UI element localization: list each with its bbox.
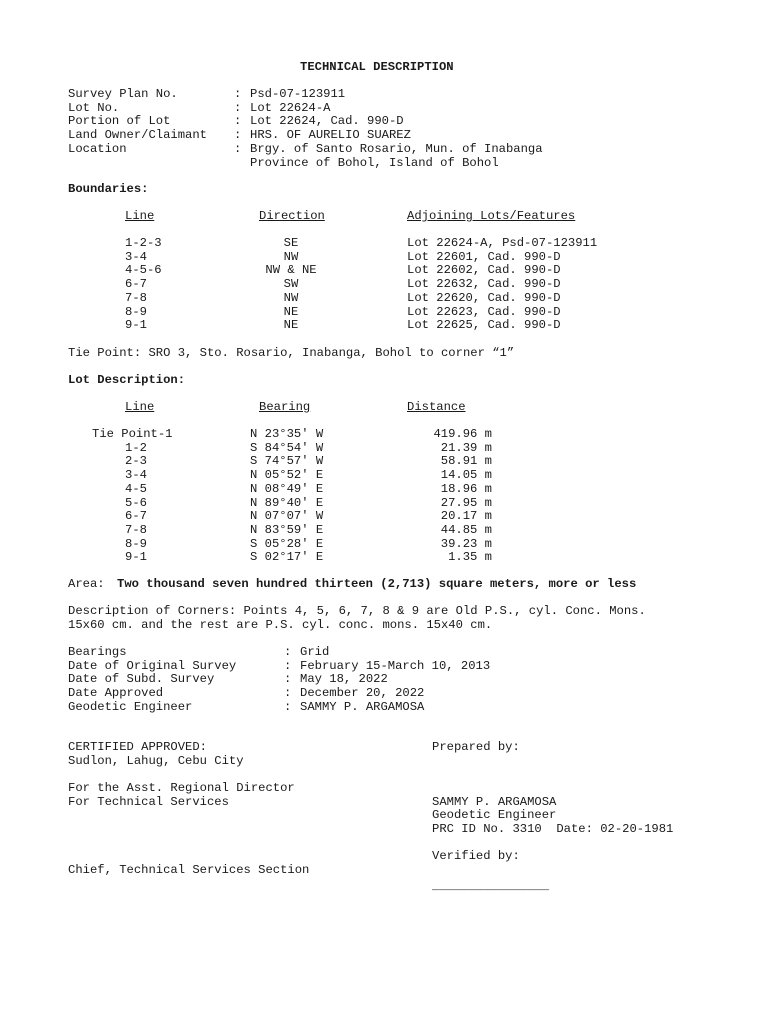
cell-line: 5-6 — [125, 495, 147, 510]
field-date-subd-survey — [0, 673, 768, 687]
cell-distance: 58.91 m — [440, 454, 492, 469]
corners-description-line2: 15x60 cm. and the rest are P.S. cyl. conc. mons. 15x40 cm. — [68, 617, 493, 632]
boundaries-header-row — [0, 210, 768, 224]
table-row — [0, 306, 768, 320]
field-label: Date of Original Survey — [68, 658, 237, 673]
field-colon: : — [234, 128, 242, 143]
cell-line: 7-8 — [125, 522, 147, 537]
field-colon: : — [234, 114, 242, 129]
cell-line: 4-5-6 — [125, 263, 162, 278]
verified-by-label: Verified by: — [432, 849, 520, 864]
field-label: Bearings — [68, 645, 127, 659]
cell-bearing: N 05°52' E — [250, 468, 324, 483]
lot-description-header-row — [0, 401, 768, 415]
cell-bearing: N 23°35' W — [250, 427, 324, 441]
cell-bearing: S 84°54' W — [250, 440, 324, 455]
field-colon: : — [234, 100, 242, 115]
field-colon: : — [284, 699, 292, 714]
field-label: Lot No. — [68, 100, 120, 115]
cell-line: 3-4 — [125, 249, 147, 264]
cell-line: 1-2-3 — [125, 236, 162, 250]
table-row — [0, 442, 768, 456]
table-row — [0, 497, 768, 511]
field-value: Province of Bohol, Island of Bohol — [250, 155, 499, 170]
field-portion-of-lot — [0, 115, 768, 129]
cell-bearing: S 02°17' E — [250, 550, 324, 565]
field-label: Date Approved — [68, 686, 164, 701]
prepared-prc: PRC ID No. 3310 Date: 02-20-1981 — [432, 822, 674, 837]
field-date-original-survey — [0, 660, 768, 674]
cell-direction: NE — [283, 304, 299, 319]
cell-line: 9-1 — [125, 318, 147, 333]
cell-line: Tie Point-1 — [92, 427, 173, 441]
table-row — [0, 278, 768, 292]
cell-direction: NW & NE — [265, 263, 317, 278]
col-header-distance: Distance — [407, 400, 466, 414]
field-value: Lot 22624, Cad. 990-D — [250, 114, 404, 129]
table-row — [0, 428, 768, 442]
field-value: Brgy. of Santo Rosario, Mun. of Inabanga — [250, 141, 543, 156]
col-header-direction: Direction — [259, 209, 325, 223]
cell-line: 2-3 — [125, 454, 147, 469]
cell-direction: NW — [283, 249, 299, 264]
table-row — [0, 264, 768, 278]
cell-line: 9-1 — [125, 550, 147, 565]
col-header-line: Line — [125, 400, 155, 414]
cell-direction: NW — [283, 290, 299, 305]
table-row — [0, 483, 768, 497]
field-colon: : — [284, 645, 292, 659]
field-colon: : — [234, 87, 242, 101]
cell-distance: 14.05 m — [440, 468, 492, 483]
table-row — [0, 551, 768, 565]
field-location — [0, 143, 768, 157]
cell-adjoining: Lot 22623, Cad. 990-D — [407, 304, 561, 319]
field-colon: : — [284, 686, 292, 701]
field-lot-no — [0, 102, 768, 116]
col-header-bearing: Bearing — [259, 400, 311, 414]
cell-adjoining: Lot 22625, Cad. 990-D — [407, 318, 561, 333]
cell-bearing: N 83°59' E — [250, 522, 324, 537]
cell-bearing: S 05°28' E — [250, 536, 324, 551]
cell-adjoining: Lot 22624-A, Psd-07-123911 — [407, 236, 598, 250]
document-title: TECHNICAL DESCRIPTION — [300, 60, 454, 74]
field-land-owner — [0, 129, 768, 143]
field-value: HRS. OF AURELIO SUAREZ — [250, 128, 411, 143]
area-text: Two thousand seven hundred thirteen (2,713) square meters, more or less — [117, 577, 637, 591]
col-header-line: Line — [125, 209, 155, 223]
cell-line: 6-7 — [125, 277, 147, 292]
cell-adjoining: Lot 22601, Cad. 990-D — [407, 249, 561, 264]
cell-line: 8-9 — [125, 304, 147, 319]
cell-line: 6-7 — [125, 509, 147, 524]
cell-distance: 1.35 m — [448, 550, 492, 565]
col-header-adjoining: Adjoining Lots/Features — [407, 209, 576, 223]
cell-adjoining: Lot 22632, Cad. 990-D — [407, 277, 561, 292]
cell-direction: NE — [283, 318, 299, 333]
table-row — [0, 237, 768, 251]
boundaries-heading: Boundaries: — [68, 182, 149, 196]
field-value: May 18, 2022 — [300, 672, 388, 687]
field-bearings — [0, 646, 768, 660]
cell-distance: 419.96 m — [433, 427, 492, 441]
tie-point-text: Tie Point: SRO 3, Sto. Rosario, Inabanga, Bohol to corner “1” — [68, 346, 515, 360]
cell-bearing: S 74°57' W — [250, 454, 324, 469]
table-row — [0, 538, 768, 552]
cell-distance: 44.85 m — [440, 522, 492, 537]
cell-direction: SW — [283, 277, 299, 292]
field-value: Psd-07-123911 — [250, 87, 346, 101]
prepared-name: SAMMY P. ARGAMOSA — [432, 794, 557, 809]
field-value: February 15-March 10, 2013 — [300, 658, 491, 673]
certified-for-line2: For Technical Services — [68, 794, 229, 809]
cell-line: 7-8 — [125, 290, 147, 305]
field-colon: : — [284, 658, 292, 673]
field-value: Grid — [300, 645, 330, 659]
cell-distance: 21.39 m — [440, 440, 492, 455]
table-row — [0, 251, 768, 265]
area-label: Area: — [68, 577, 105, 591]
cell-line: 8-9 — [125, 536, 147, 551]
cell-adjoining: Lot 22620, Cad. 990-D — [407, 290, 561, 305]
cell-bearing: N 08°49' E — [250, 481, 324, 496]
field-survey-plan — [0, 88, 768, 102]
table-row — [0, 510, 768, 524]
table-row — [0, 469, 768, 483]
field-label: Land Owner/Claimant — [68, 128, 207, 143]
cell-distance: 20.17 m — [440, 509, 492, 524]
cell-distance: 18.96 m — [440, 481, 492, 496]
field-label: Geodetic Engineer — [68, 699, 193, 714]
cell-direction: SE — [283, 236, 299, 250]
cell-distance: 27.95 m — [440, 495, 492, 510]
corners-description-line1: Description of Corners: Points 4, 5, 6, 7, 8 & 9 are Old P.S., cyl. Conc. Mons. — [68, 604, 646, 618]
table-row — [0, 524, 768, 538]
field-colon: : — [234, 141, 242, 156]
table-row — [0, 319, 768, 333]
lot-description-heading: Lot Description: — [68, 373, 186, 387]
cell-line: 1-2 — [125, 440, 147, 455]
field-value: Lot 22624-A — [250, 100, 331, 115]
certified-approved-label: CERTIFIED APPROVED: — [68, 740, 207, 754]
prepared-by-label: Prepared by: — [432, 740, 520, 754]
certified-for-line1: For the Asst. Regional Director — [68, 781, 295, 795]
field-label: Survey Plan No. — [68, 87, 178, 101]
prepared-title: Geodetic Engineer — [432, 808, 557, 823]
field-label: Date of Subd. Survey — [68, 672, 215, 687]
cell-adjoining: Lot 22602, Cad. 990-D — [407, 263, 561, 278]
field-value: December 20, 2022 — [300, 686, 425, 701]
cell-distance: 39.23 m — [440, 536, 492, 551]
table-row — [0, 292, 768, 306]
table-row — [0, 455, 768, 469]
certified-chief: Chief, Technical Services Section — [68, 863, 310, 877]
field-location-line2 — [0, 157, 768, 171]
cell-line: 3-4 — [125, 468, 147, 483]
certified-office: Sudlon, Lahug, Cebu City — [68, 753, 244, 768]
field-label: Portion of Lot — [68, 114, 171, 129]
field-colon: : — [284, 672, 292, 687]
cell-bearing: N 07°07' W — [250, 509, 324, 524]
signature-line: ________________ — [432, 879, 550, 893]
field-value: SAMMY P. ARGAMOSA — [300, 699, 425, 714]
field-geodetic-engineer — [0, 701, 768, 715]
cell-bearing: N 89°40' E — [250, 495, 324, 510]
field-date-approved — [0, 687, 768, 701]
area-line — [0, 578, 768, 592]
cell-line: 4-5 — [125, 481, 147, 496]
field-label: Location — [68, 141, 127, 156]
